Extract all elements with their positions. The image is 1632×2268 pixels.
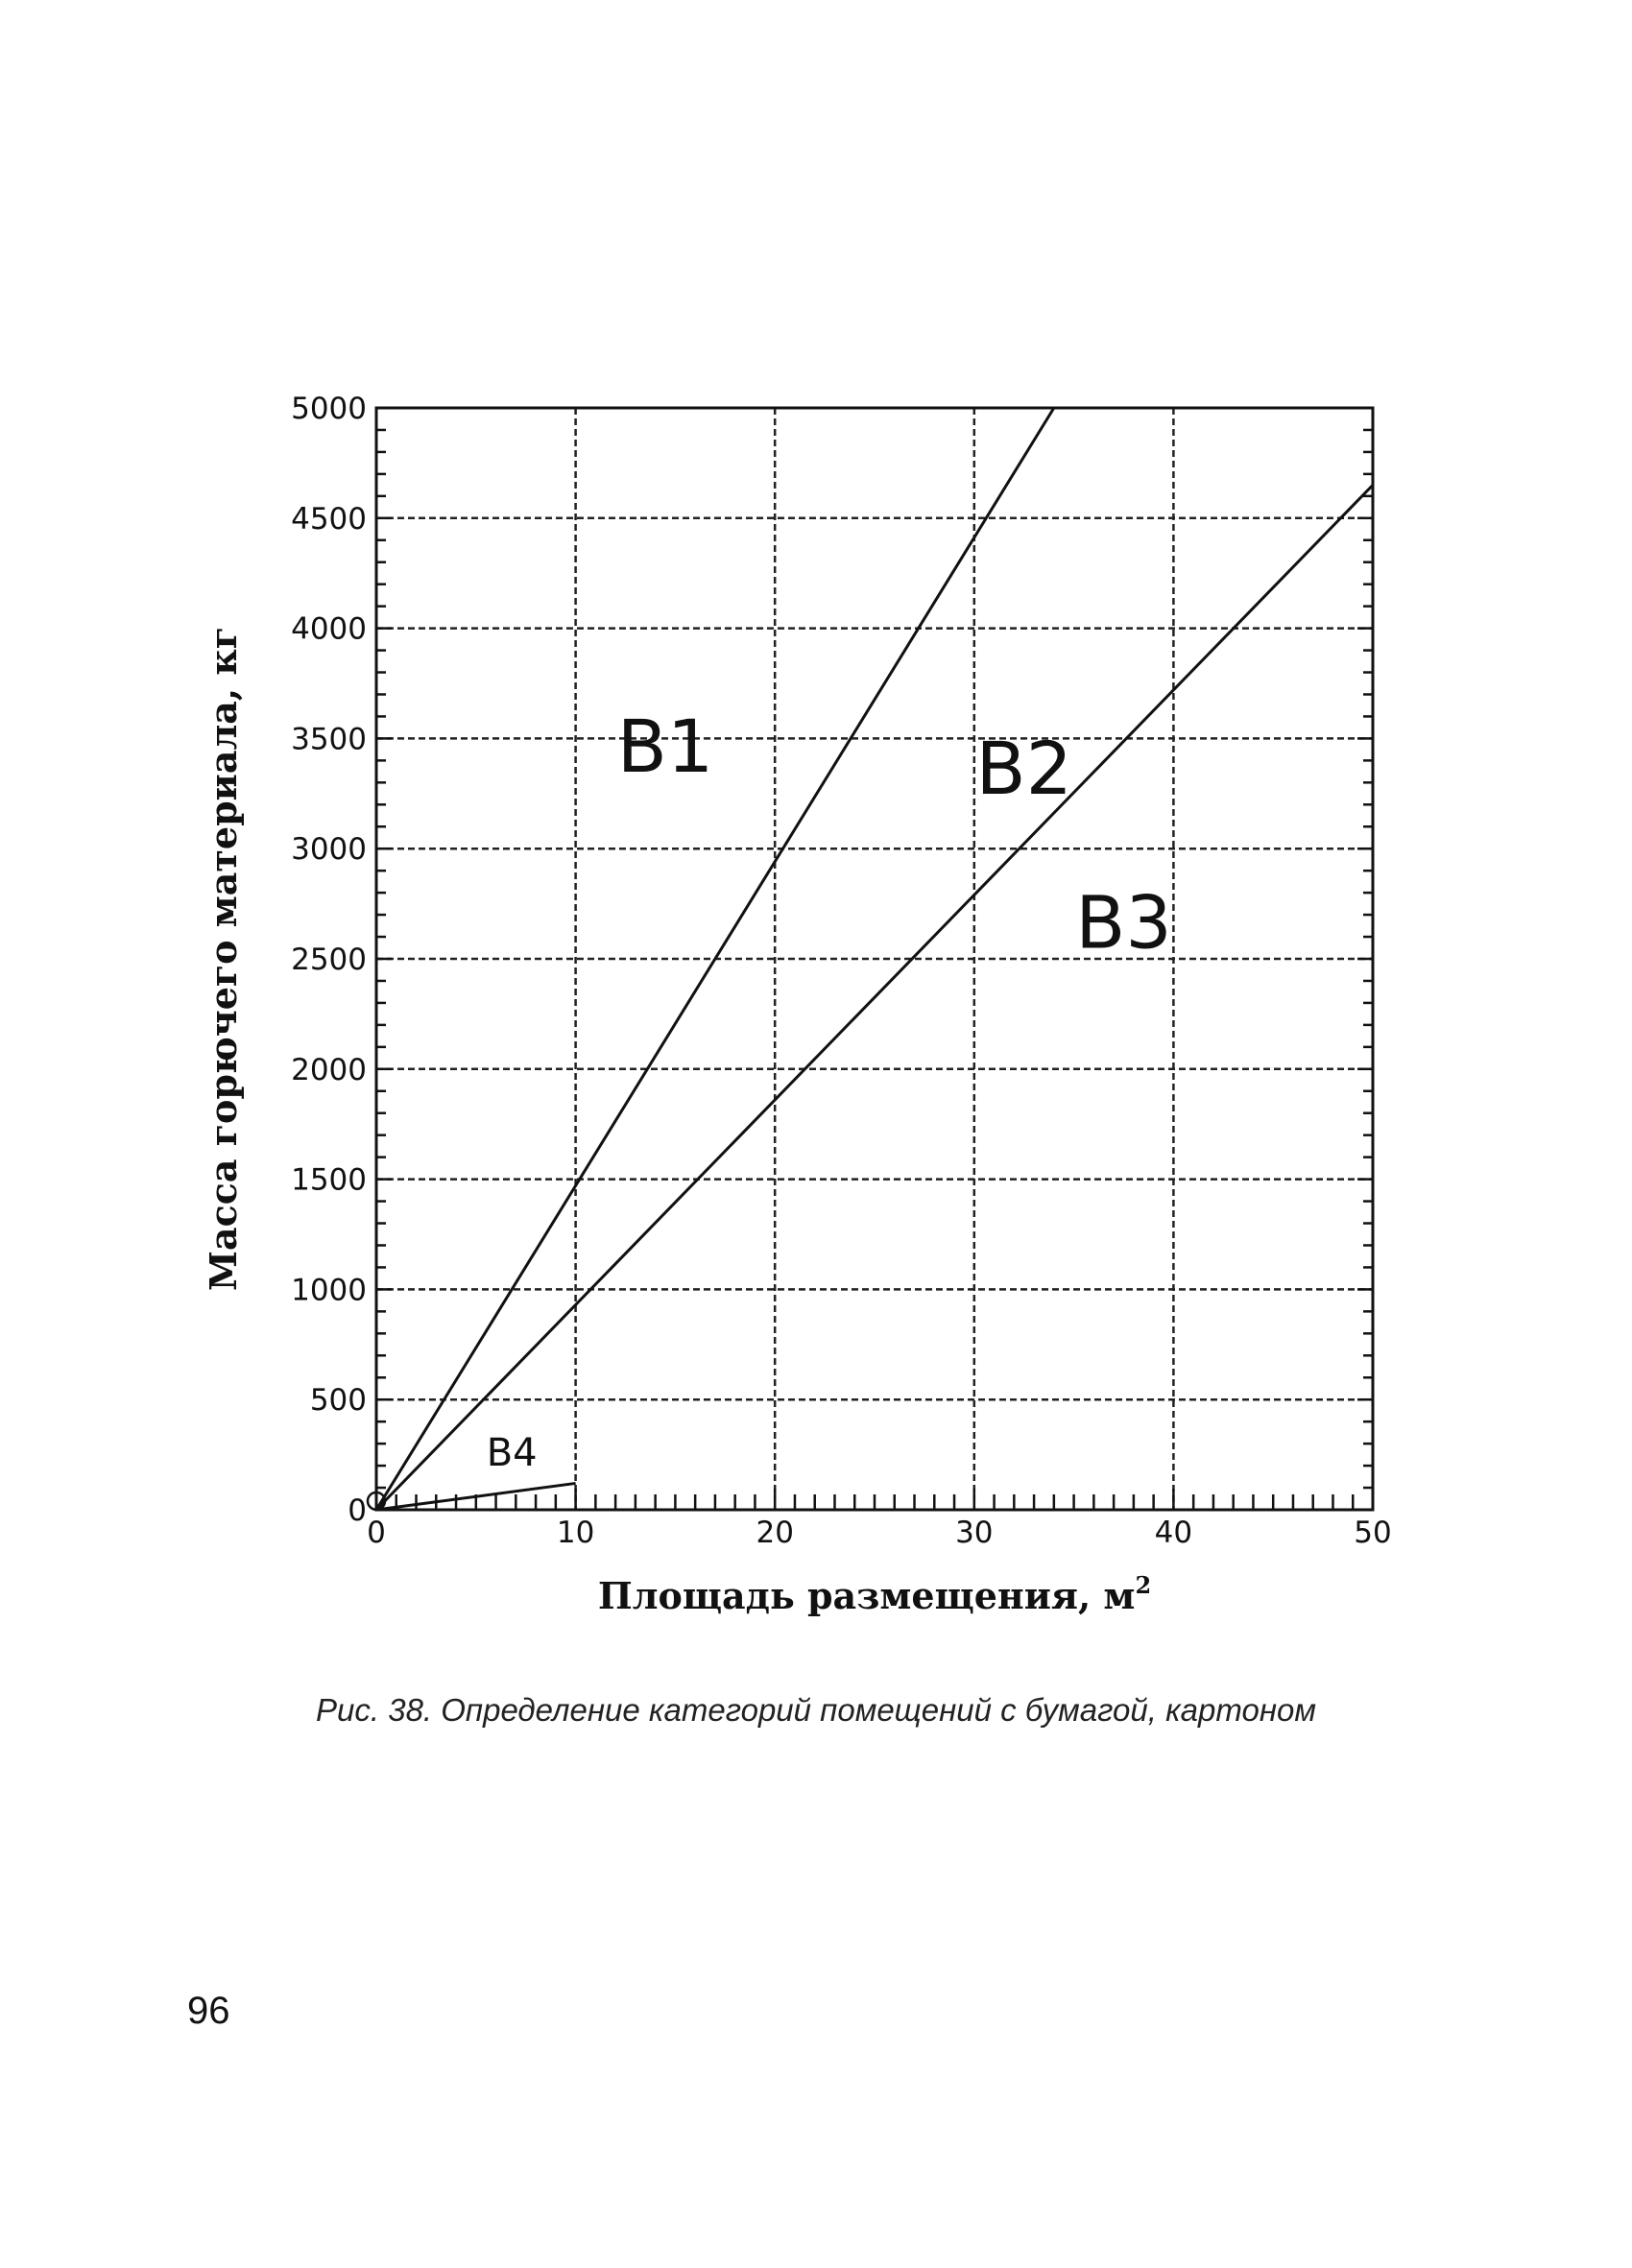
y-tick-label: 5000 [291,392,367,426]
y-tick-label: 500 [309,1383,367,1419]
x-tick-label: 40 [1154,1516,1193,1550]
y-tick-label: 0 [348,1493,367,1528]
annotation-b2: B2 [975,725,1072,811]
y-tick-label: 4000 [291,611,367,647]
series-line-2 [376,485,1373,1510]
y-tick-label: 4500 [291,501,367,537]
y-axis-label: Масса горючего материала, кг [202,626,245,1292]
x-tick-label: 0 [367,1516,386,1550]
annotation-b3: B3 [1075,879,1172,966]
annotation-b1: B1 [616,703,714,789]
y-tick-label: 3500 [291,722,367,757]
grid [376,408,1373,1510]
y-tick-label: 1500 [291,1162,367,1198]
x-axis-label: Площадь размещения, $м^2$ [597,1571,1152,1617]
y-tick-label: 3000 [291,832,367,868]
y-tick-label: 1000 [291,1273,367,1308]
figure-caption: Рис. 38. Определение категорий помещений с бумагой, картоном [316,1692,1316,1728]
y-tick-label: 2500 [291,943,367,977]
x-tick-label: 10 [556,1516,595,1550]
x-tick-label: 50 [1354,1516,1392,1550]
tick-labels [291,392,1392,1550]
x-tick-label: 20 [756,1516,794,1550]
x-tick-label: 30 [955,1516,994,1550]
page-number: 96 [187,1990,230,2032]
line-annotations [487,704,1172,1475]
annotation-b4: B4 [486,1431,538,1476]
y-tick-label: 2000 [291,1052,367,1087]
